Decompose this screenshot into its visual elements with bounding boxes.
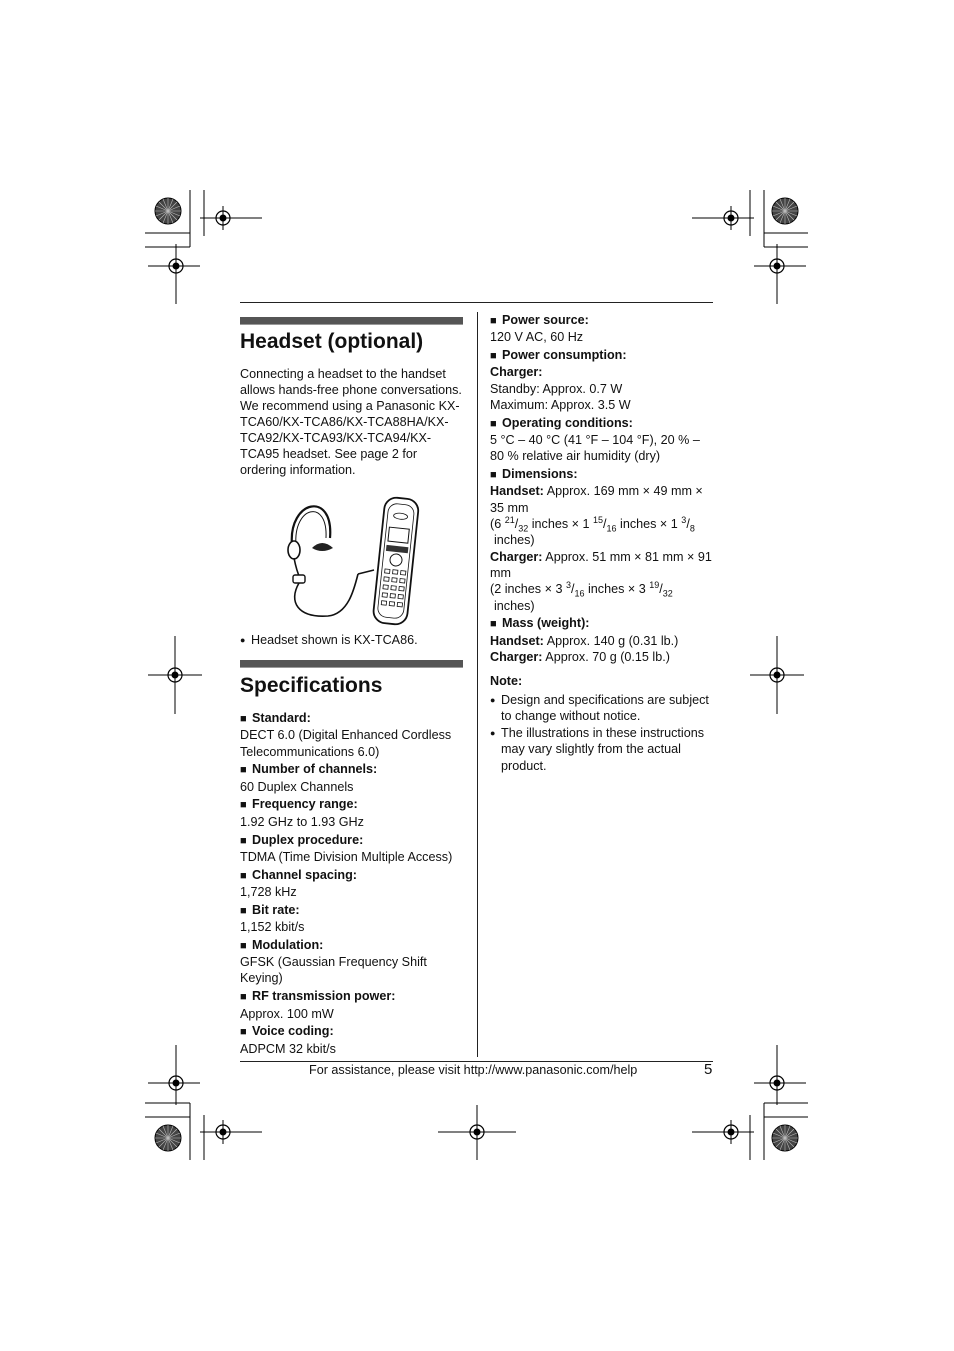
dim-text: inches × 3 xyxy=(584,582,650,597)
fraction-denominator: 8 xyxy=(689,523,695,534)
specs-right-column xyxy=(490,312,714,774)
spec-value-charger-inches: (2 inches × 3 $^3/_{16}$ inches × 3 $^{19}/_{32}$ xyxy=(490,580,673,599)
headset-caption: ● Headset shown is KX-TCA86. xyxy=(240,632,475,648)
specs-left-column xyxy=(240,710,466,1058)
section-bar-headset xyxy=(240,317,463,325)
spec-value-handset-dimensions xyxy=(490,483,714,516)
spec-label: ■ Power source: xyxy=(490,312,714,329)
note-item: ● Design and specifications are subject to change without notice. xyxy=(490,692,714,725)
note-item: ● The illustrations in these instructions may vary slightly from the actual product. xyxy=(490,725,714,774)
spec-value-handset-inches: (6 $^{21}/_{32}$ inches × 1 $^{15}/_{16}$ inches × 1 $^3/_8$ xyxy=(490,514,695,534)
spec-sublabel: Charger: xyxy=(490,365,543,380)
spec-label: ■ Dimensions: xyxy=(490,466,714,483)
spec-value: 5 °C – 40 °C (41 °F – 104 °F), 20 % – 80 % relative air humidity (dry) xyxy=(490,433,700,464)
dim-text: (6 xyxy=(490,517,505,532)
spec-value: Approx. 169 mm × 49 mm × 35 mm xyxy=(490,484,703,515)
spec-label: ■ Operating conditions: xyxy=(490,415,714,432)
spec-value: 1,152 kbit/s xyxy=(240,920,305,935)
spec-label: ■ Mass (weight): xyxy=(490,615,714,632)
specifications-heading: Specifications xyxy=(240,674,383,697)
fraction-numerator: 21 xyxy=(504,514,515,525)
spec-value: Approx. 100 mW xyxy=(240,1006,334,1021)
fraction-numerator: 19 xyxy=(649,580,660,591)
spec-value: Maximum: Approx. 3.5 W xyxy=(490,397,631,412)
spec-value: 1.92 GHz to 1.93 GHz xyxy=(240,814,364,829)
page-number: 5 xyxy=(704,1061,713,1078)
spec-label: ■ Standard: xyxy=(240,710,466,727)
fraction-denominator: 32 xyxy=(518,523,529,534)
headset-intro: Connecting a headset to the handset allows hands-free phone conversations. We recommend using a Panasonic KX-TCA60/KX-TCA86/KX-TCA88HA/KX-TCA92/KX-TCA93/KX-TCA94/KX-TCA95 headset. See page 2 for ordering information. xyxy=(240,367,462,477)
note-label: Note: xyxy=(490,674,523,689)
headset-heading: Headset (optional) xyxy=(240,330,424,353)
dim-text: inches) xyxy=(494,598,535,613)
fraction-denominator: 16 xyxy=(574,588,585,599)
spec-value-mass-charger xyxy=(490,649,714,665)
dim-text: inches × 1 xyxy=(528,517,593,532)
spec-label: ■ Duplex procedure: xyxy=(240,832,466,849)
spec-value: 120 V AC, 60 Hz xyxy=(490,330,584,345)
spec-value: Approx. 70 g (0.15 lb.) xyxy=(545,649,670,664)
spec-value-mass-handset xyxy=(490,633,714,649)
top-rule xyxy=(240,302,713,303)
fraction-numerator: 15 xyxy=(593,514,604,525)
fraction-numerator: 3 xyxy=(681,514,687,525)
spec-label: ■ Channel spacing: xyxy=(240,867,466,884)
spec-value: GFSK (Gaussian Frequency Shift Keying) xyxy=(240,955,427,986)
dim-text: inches × 1 xyxy=(616,517,682,532)
spec-sublabel: Charger: xyxy=(490,649,543,664)
spec-value: TDMA (Time Division Multiple Access) xyxy=(240,849,453,864)
spec-value: DECT 6.0 (Digital Enhanced Cordless Telecommunications 6.0) xyxy=(240,728,452,759)
column-divider xyxy=(477,312,478,1057)
spec-value: Approx. 51 mm × 81 mm × 91 mm xyxy=(490,549,712,580)
fraction-denominator: 16 xyxy=(606,523,617,534)
spec-value-charger-dimensions xyxy=(490,549,714,582)
fraction-numerator: 3 xyxy=(565,580,571,591)
headset-handset-illustration xyxy=(278,490,424,630)
spec-value: 60 Duplex Channels xyxy=(240,779,354,794)
dim-text: inches) xyxy=(494,533,535,548)
dim-text: (2 inches × 3 xyxy=(490,582,566,597)
spec-value: Approx. 140 g (0.31 lb.) xyxy=(546,633,679,648)
spec-sublabel: Charger: xyxy=(490,549,543,564)
spec-label: ■ Power consumption: xyxy=(490,347,714,364)
bottom-rule xyxy=(240,1061,713,1062)
spec-label: ■ Frequency range: xyxy=(240,796,466,813)
spec-label: ■ Voice coding: xyxy=(240,1023,466,1040)
spec-label: ■ Number of channels: xyxy=(240,761,466,778)
spec-label: ■ RF transmission power: xyxy=(240,988,466,1005)
spec-value: ADPCM 32 kbit/s xyxy=(240,1041,336,1056)
spec-label: ■ Modulation: xyxy=(240,937,466,954)
spec-value: 1,728 kHz xyxy=(240,884,297,899)
footer-assistance-text: For assistance, please visit http://www.panasonic.com/help xyxy=(309,1063,638,1077)
spec-sublabel: Handset: xyxy=(490,484,544,499)
fraction-denominator: 32 xyxy=(662,588,673,599)
spec-label: ■ Bit rate: xyxy=(240,902,466,919)
section-bar-specifications xyxy=(240,660,463,668)
spec-value: Standby: Approx. 0.7 W xyxy=(490,381,623,396)
spec-sublabel: Handset: xyxy=(490,633,544,648)
